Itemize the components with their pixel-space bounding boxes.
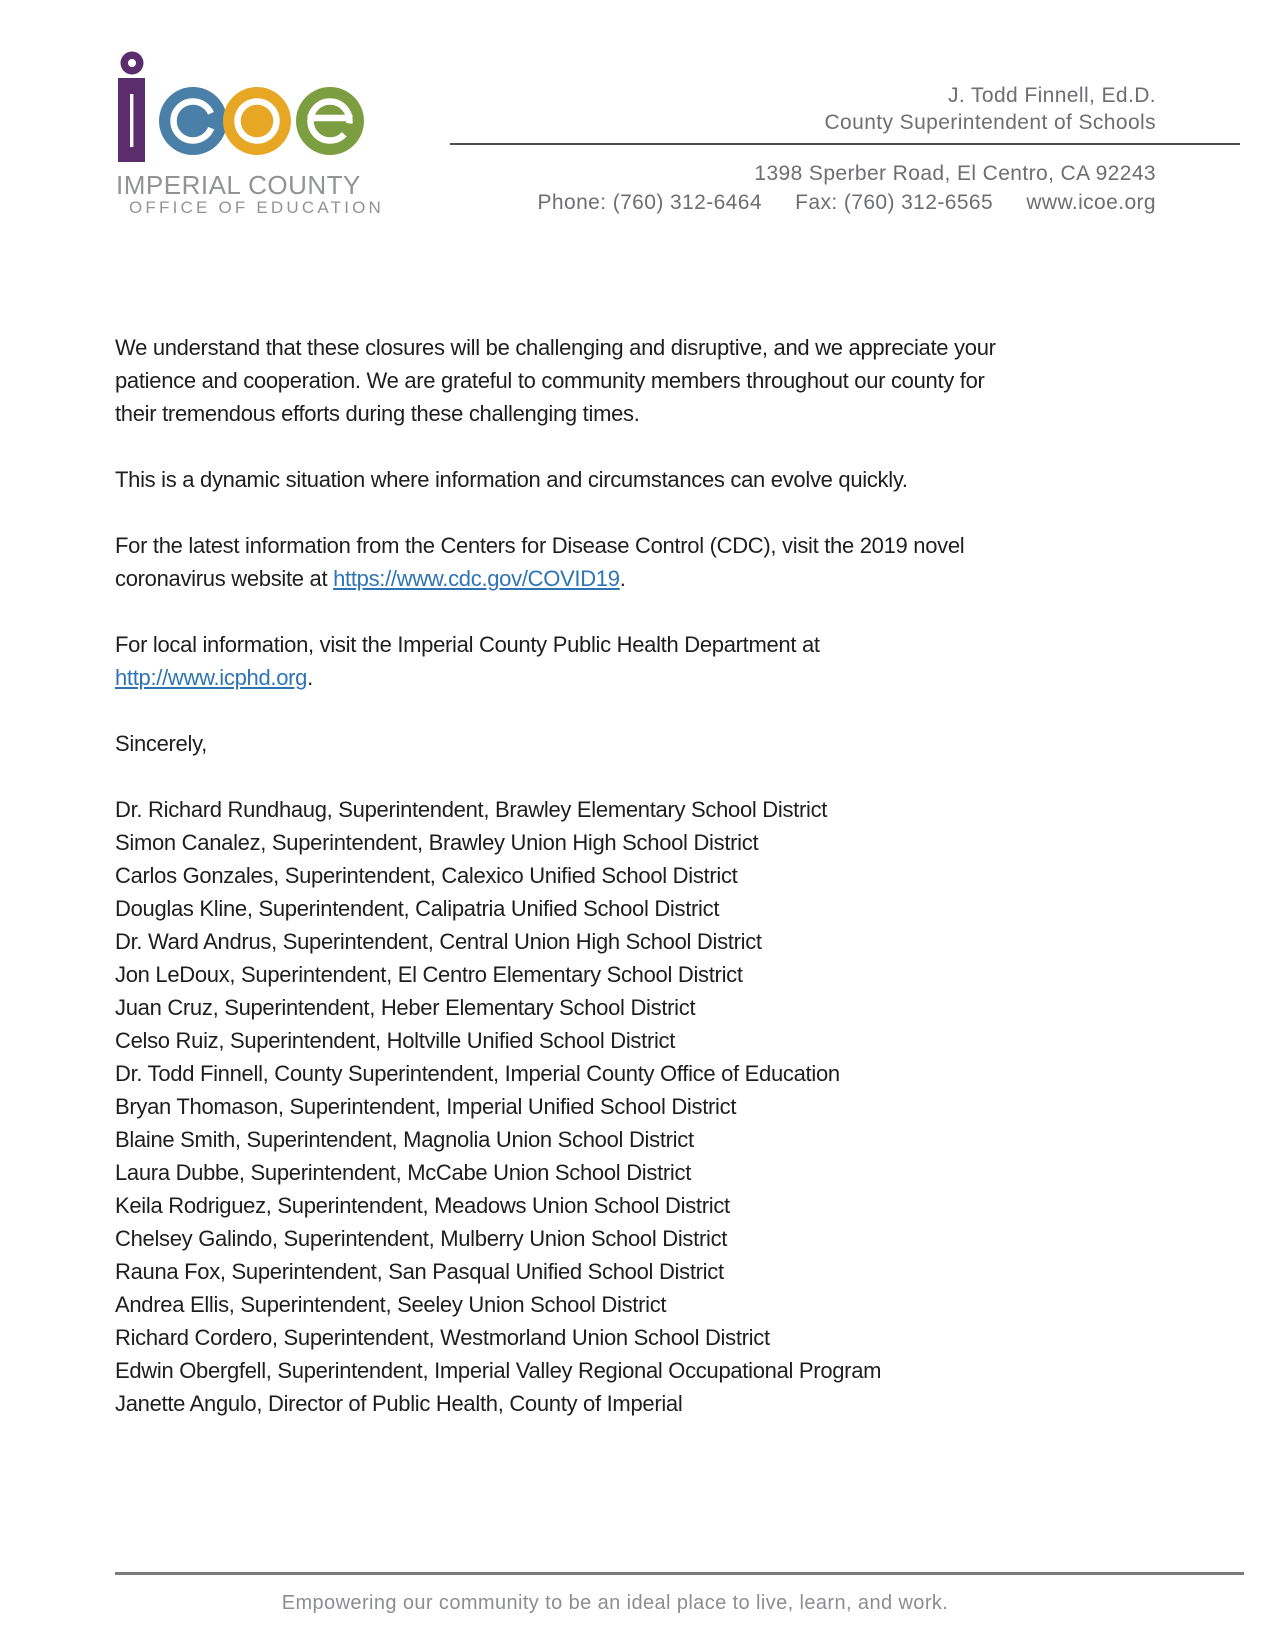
paragraph	[115, 628, 1160, 694]
text-run: coronavirus website at	[115, 566, 334, 591]
signature-list	[115, 793, 1160, 1420]
signature-line	[115, 1387, 1160, 1420]
text-run: Rauna Fox, Superintendent, San Pasqual Unified School District	[115, 1259, 724, 1284]
text-line	[115, 529, 1160, 562]
text-run: Celso Ruiz, Superintendent, Holtville Unified School District	[115, 1028, 676, 1053]
text-run: Janette Angulo, Director of Public Health, County of Imperial	[115, 1391, 683, 1416]
officer-name: J. Todd Finnell, Ed.D.	[947, 84, 1156, 107]
text-run: Sincerely,	[115, 731, 207, 756]
text-line	[115, 364, 1160, 397]
signature-line	[115, 1255, 1160, 1288]
hyperlink[interactable]: http://www.icphd.org	[115, 665, 308, 690]
paragraph	[115, 727, 1160, 760]
text-line	[115, 661, 1160, 694]
text-run: Richard Cordero, Superintendent, Westmorland Union School District	[115, 1325, 770, 1350]
signature-line	[115, 925, 1160, 958]
signature-line	[115, 826, 1160, 859]
signature-line	[115, 1156, 1160, 1189]
contact-line	[538, 188, 1156, 217]
signature-line	[115, 1222, 1160, 1255]
signature-line	[115, 1123, 1160, 1156]
text-line	[115, 628, 1160, 661]
text-run: Dr. Richard Rundhaug, Superintendent, Brawley Elementary School District	[115, 797, 828, 822]
footer-divider	[115, 1572, 1244, 1575]
text-run: Keila Rodriguez, Superintendent, Meadows Union School District	[115, 1193, 730, 1218]
signature-line	[115, 1057, 1160, 1090]
text-run: Edwin Obergfell, Superintendent, Imperial Valley Regional Occupational Program	[115, 1358, 882, 1383]
text-run: .	[307, 665, 313, 690]
officer-title: County Superintendent of Schools	[824, 111, 1156, 134]
fax-number: Fax: (760) 312-6565	[795, 191, 994, 214]
footer-tagline: Empowering our community to be an ideal place to live, learn, and work.	[281, 1592, 949, 1614]
letterhead-address-block	[538, 159, 1156, 217]
text-run: .	[619, 566, 626, 591]
text-run: Douglas Kline, Superintendent, Calipatria Unified School District	[115, 896, 720, 921]
text-run: Laura Dubbe, Superintendent, McCabe Union School District	[115, 1160, 692, 1185]
text-run: Simon Canalez, Superintendent, Brawley Union High School District	[115, 830, 759, 855]
text-run: Jon LeDoux, Superintendent, El Centro Elementary School District	[115, 962, 743, 987]
text-run: We understand that these closures will be challenging and disruptive, and we appreciate your	[115, 335, 996, 360]
street-address: 1398 Sperber Road, El Centro, CA 92243	[754, 162, 1156, 185]
text-run: Blaine Smith, Superintendent, Magnolia Union School District	[115, 1127, 694, 1152]
text-run: Carlos Gonzales, Superintendent, Calexico Unified School District	[115, 863, 738, 888]
text-line	[115, 562, 1160, 595]
paragraph	[115, 331, 1160, 430]
letterhead-officer-block	[824, 82, 1156, 136]
text-run: Bryan Thomason, Superintendent, Imperial Unified School District	[115, 1094, 737, 1119]
signature-line	[115, 958, 1160, 991]
signature-line	[115, 859, 1160, 892]
logo-office-of-education-label: OFFICE OF EDUCATION	[129, 198, 385, 217]
logo-imperial-county-label: IMPERIAL COUNTY	[116, 170, 361, 200]
paragraph	[115, 529, 1160, 595]
text-run: For local information, visit the Imperial County Public Health Department at	[115, 632, 820, 657]
signature-line	[115, 793, 1160, 826]
text-line	[115, 397, 1160, 430]
website-url: www.icoe.org	[1026, 191, 1156, 214]
text-run: patience and cooperation. We are grateful to community members throughout our county for	[115, 368, 985, 393]
text-run: This is a dynamic situation where information and circumstances can evolve quickly.	[115, 467, 908, 492]
letter-body	[115, 331, 1160, 1453]
letterhead-divider	[450, 143, 1240, 145]
phone-number: Phone: (760) 312-6464	[537, 191, 762, 214]
signature-line	[115, 1024, 1160, 1057]
text-line	[115, 331, 1160, 364]
text-run: Juan Cruz, Superintendent, Heber Elementary School District	[115, 995, 696, 1020]
hyperlink[interactable]: https://www.cdc.gov/COVID19	[333, 566, 620, 591]
signature-line	[115, 892, 1160, 925]
signature-line	[115, 991, 1160, 1024]
signature-line	[115, 1354, 1160, 1387]
text-run: For the latest information from the Centers for Disease Control (CDC), visit the 2019 novel	[115, 533, 965, 558]
signature-line	[115, 1321, 1160, 1354]
text-run: their tremendous efforts during these challenging times.	[115, 401, 640, 426]
text-run: Dr. Ward Andrus, Superintendent, Central Union High School District	[115, 929, 762, 954]
text-run: Chelsey Galindo, Superintendent, Mulberry Union School District	[115, 1226, 728, 1251]
text-run: Dr. Todd Finnell, County Superintendent, Imperial County Office of Education	[115, 1061, 840, 1086]
text-line	[115, 463, 1160, 496]
text-line	[115, 727, 1160, 760]
icoe-logo-icon	[118, 50, 368, 168]
signature-line	[115, 1189, 1160, 1222]
signature-line	[115, 1288, 1160, 1321]
signature-line	[115, 1090, 1160, 1123]
paragraph	[115, 463, 1160, 496]
text-run: Andrea Ellis, Superintendent, Seeley Union School District	[115, 1292, 667, 1317]
